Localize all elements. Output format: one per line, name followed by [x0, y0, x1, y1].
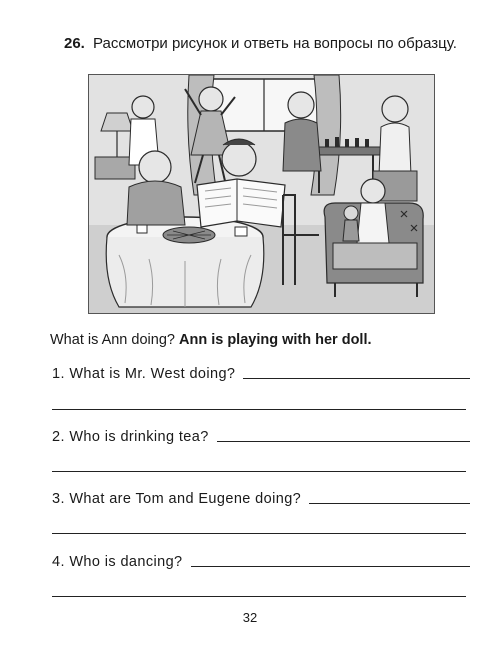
question-1-answer-line[interactable]	[243, 377, 470, 379]
task-header	[64, 34, 484, 54]
question-4-answer-line[interactable]	[191, 565, 470, 567]
family-living-room-illustration	[88, 74, 435, 314]
question-2-answer-line[interactable]	[217, 440, 470, 442]
illustration-drawing	[89, 75, 434, 313]
example-question: What is Ann doing?	[50, 332, 175, 348]
question-3-extra-line[interactable]	[52, 533, 466, 534]
question-1	[52, 360, 470, 382]
task-number: 26.	[64, 35, 85, 52]
question-4	[52, 548, 470, 570]
question-3-text: 3. What are Tom and Eugene doing?	[52, 491, 302, 507]
question-1-extra-line[interactable]	[52, 409, 466, 410]
example-sentence	[50, 330, 470, 350]
question-4-extra-line[interactable]	[52, 596, 466, 597]
question-2-text: 2. Who is drinking tea?	[52, 429, 209, 445]
question-3	[52, 485, 470, 507]
question-2	[52, 423, 470, 445]
question-4-text: 4. Who is dancing?	[52, 554, 183, 570]
question-1-text: 1. What is Mr. West doing?	[52, 366, 236, 382]
example-answer: Ann is playing with her doll.	[178, 332, 372, 348]
page-number: 32	[242, 610, 258, 625]
task-instruction: Рассмотри рисунок и ответь на вопросы по образцу.	[93, 35, 457, 52]
question-2-extra-line[interactable]	[52, 471, 466, 472]
question-3-answer-line[interactable]	[309, 502, 470, 504]
